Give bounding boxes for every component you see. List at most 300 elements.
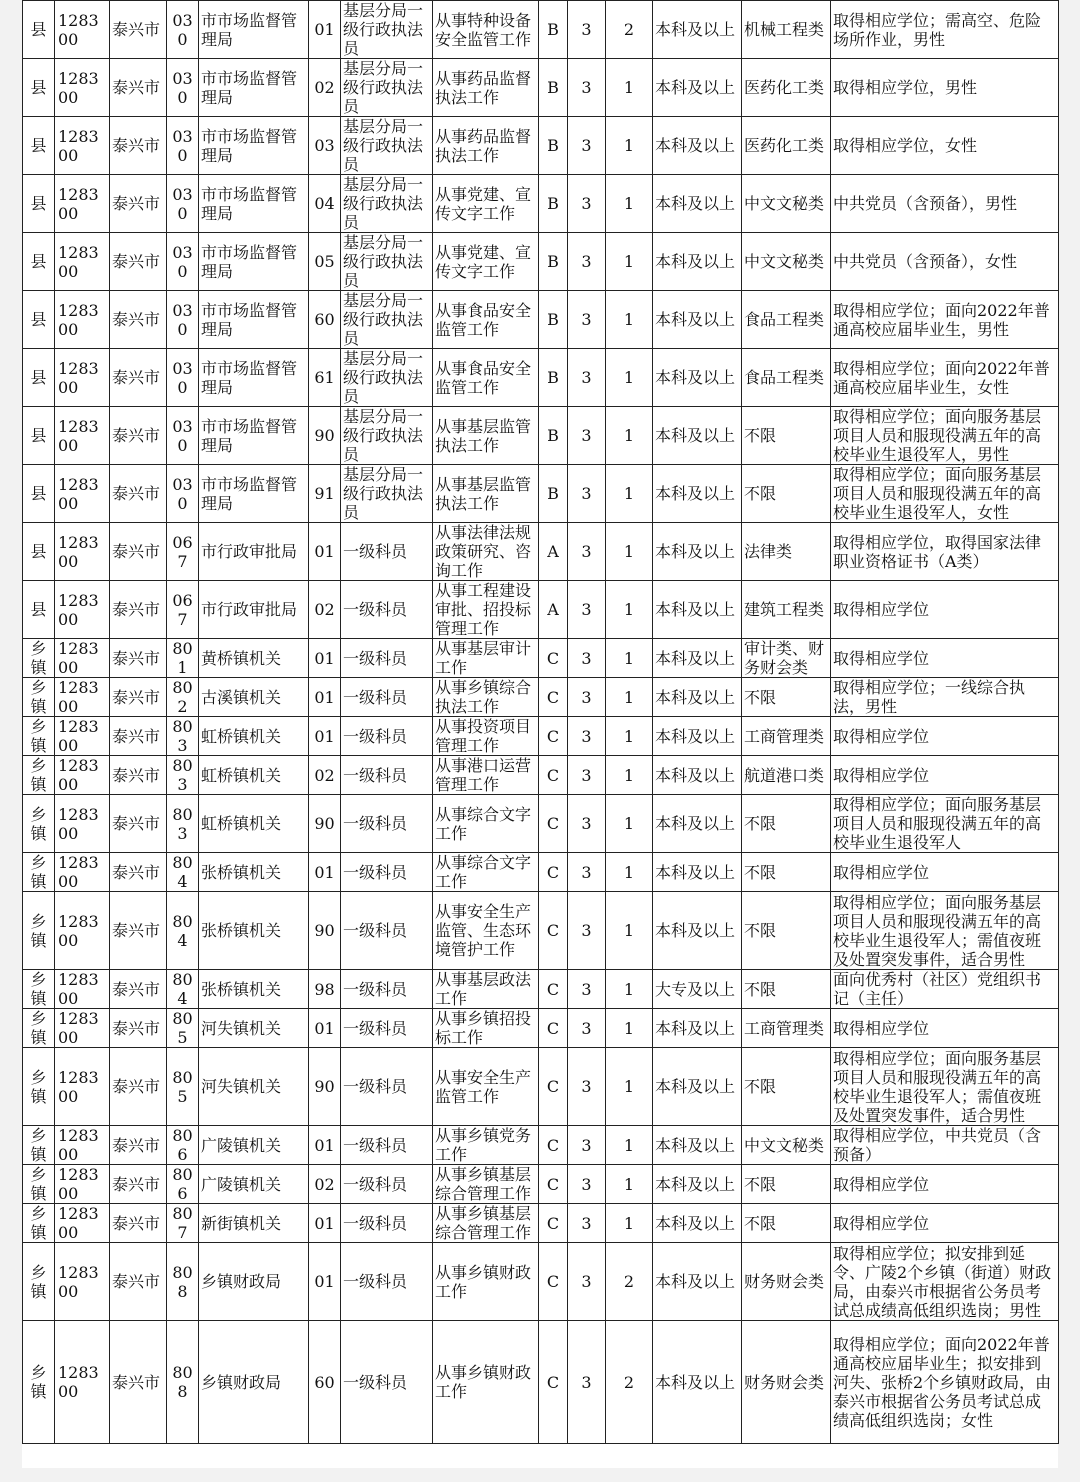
- table-row: [23, 1048, 1059, 1126]
- category-cell: C: [539, 678, 568, 717]
- unit-code-cell: 030: [167, 291, 199, 349]
- education-cell: 本科及以上: [653, 59, 742, 117]
- headcount-cell: 1: [606, 970, 653, 1009]
- level-cell: 乡镇: [23, 795, 55, 853]
- education-cell: 本科及以上: [653, 117, 742, 175]
- unit-name-cell: 新街镇机关: [199, 1204, 309, 1243]
- city-cell: 泰兴市: [110, 349, 167, 407]
- duty-cell: 从事乡镇基层综合管理工作: [433, 1204, 539, 1243]
- level-cell: 乡镇: [23, 1126, 55, 1165]
- duty-cell: 从事食品安全监管工作: [433, 291, 539, 349]
- position-code-cell: 90: [309, 407, 341, 465]
- duty-cell: 从事工程建设审批、招投标管理工作: [433, 581, 539, 639]
- city-cell: 泰兴市: [110, 795, 167, 853]
- unit-name-cell: 河失镇机关: [199, 1048, 309, 1126]
- region-code-cell: 128300: [55, 1009, 110, 1048]
- headcount-cell: 1: [606, 639, 653, 678]
- position-name-cell: 一级科员: [341, 1243, 433, 1321]
- unit-code-cell: 067: [167, 581, 199, 639]
- position-name-cell: 一级科员: [341, 795, 433, 853]
- education-cell: 本科及以上: [653, 523, 742, 581]
- unit-code-cell: 804: [167, 892, 199, 970]
- note-cell: 取得相应学位: [831, 853, 1059, 892]
- note-cell: 取得相应学位: [831, 1009, 1059, 1048]
- level-cell: 县: [23, 175, 55, 233]
- level-cell: 乡镇: [23, 717, 55, 756]
- table-row: [23, 291, 1059, 349]
- education-cell: 本科及以上: [653, 1126, 742, 1165]
- unit-name-cell: 古溪镇机关: [199, 678, 309, 717]
- table-row: [23, 970, 1059, 1009]
- level-cell: 县: [23, 233, 55, 291]
- major-cell: 不限: [742, 1048, 831, 1126]
- unit-name-cell: 市市场监督管理局: [199, 349, 309, 407]
- unit-name-cell: 市市场监督管理局: [199, 233, 309, 291]
- category-cell: C: [539, 1126, 568, 1165]
- unit-code-cell: 803: [167, 795, 199, 853]
- note-cell: 取得相应学位: [831, 756, 1059, 795]
- category-cell: C: [539, 853, 568, 892]
- major-cell: 不限: [742, 407, 831, 465]
- unit-code-cell: 801: [167, 639, 199, 678]
- city-cell: 泰兴市: [110, 892, 167, 970]
- table-body: [23, 1, 1059, 1444]
- category-cell: C: [539, 639, 568, 678]
- major-cell: 不限: [742, 892, 831, 970]
- category-cell: C: [539, 1321, 568, 1444]
- region-code-cell: 128300: [55, 678, 110, 717]
- duty-cell: 从事乡镇党务工作: [433, 1126, 539, 1165]
- education-cell: 本科及以上: [653, 175, 742, 233]
- position-code-cell: 91: [309, 465, 341, 523]
- unit-name-cell: 市市场监督管理局: [199, 59, 309, 117]
- position-name-cell: 一级科员: [341, 1165, 433, 1204]
- note-cell: 取得相应学位；一线综合执法，男性: [831, 678, 1059, 717]
- duty-cell: 从事食品安全监管工作: [433, 349, 539, 407]
- unit-code-cell: 805: [167, 1048, 199, 1126]
- duty-cell: 从事药品监督执法工作: [433, 117, 539, 175]
- unit-code-cell: 030: [167, 1, 199, 59]
- region-code-cell: 128300: [55, 233, 110, 291]
- headcount-cell: 1: [606, 59, 653, 117]
- unit-code-cell: 808: [167, 1321, 199, 1444]
- education-cell: 大专及以上: [653, 970, 742, 1009]
- city-cell: 泰兴市: [110, 59, 167, 117]
- position-code-cell: 01: [309, 1126, 341, 1165]
- table-row: [23, 407, 1059, 465]
- table-row: [23, 853, 1059, 892]
- unit-code-cell: 806: [167, 1165, 199, 1204]
- major-cell: 食品工程类: [742, 291, 831, 349]
- position-code-cell: 01: [309, 1204, 341, 1243]
- position-code-cell: 61: [309, 349, 341, 407]
- level-cell: 乡镇: [23, 1204, 55, 1243]
- city-cell: 泰兴市: [110, 175, 167, 233]
- level-cell: 县: [23, 291, 55, 349]
- unit-name-cell: 虹桥镇机关: [199, 795, 309, 853]
- position-name-cell: 基层分局一级行政执法员: [341, 59, 433, 117]
- ratio-cell: 3: [568, 1048, 606, 1126]
- headcount-cell: 2: [606, 1, 653, 59]
- note-cell: 取得相应学位；面向服务基层项目人员和服现役满五年的高校毕业生退役军人，男性: [831, 407, 1059, 465]
- category-cell: B: [539, 233, 568, 291]
- note-cell: 取得相应学位，中共党员（含预备）: [831, 1126, 1059, 1165]
- education-cell: 本科及以上: [653, 233, 742, 291]
- level-cell: 乡镇: [23, 1165, 55, 1204]
- city-cell: 泰兴市: [110, 1165, 167, 1204]
- major-cell: 工商管理类: [742, 717, 831, 756]
- position-name-cell: 一级科员: [341, 581, 433, 639]
- ratio-cell: 3: [568, 1165, 606, 1204]
- position-code-cell: 01: [309, 853, 341, 892]
- education-cell: 本科及以上: [653, 465, 742, 523]
- headcount-cell: 1: [606, 1204, 653, 1243]
- position-code-cell: 02: [309, 581, 341, 639]
- region-code-cell: 128300: [55, 1048, 110, 1126]
- region-code-cell: 128300: [55, 1, 110, 59]
- headcount-cell: 1: [606, 233, 653, 291]
- category-cell: B: [539, 291, 568, 349]
- headcount-cell: 1: [606, 407, 653, 465]
- ratio-cell: 3: [568, 853, 606, 892]
- unit-name-cell: 市市场监督管理局: [199, 465, 309, 523]
- education-cell: 本科及以上: [653, 892, 742, 970]
- headcount-cell: 1: [606, 1126, 653, 1165]
- note-cell: 取得相应学位；面向服务基层项目人员和服现役满五年的高校毕业生退役军人；需值夜班及处置突发事件，适合男性: [831, 892, 1059, 970]
- category-cell: B: [539, 349, 568, 407]
- city-cell: 泰兴市: [110, 581, 167, 639]
- ratio-cell: 3: [568, 1126, 606, 1165]
- region-code-cell: 128300: [55, 892, 110, 970]
- region-code-cell: 128300: [55, 1243, 110, 1321]
- category-cell: B: [539, 117, 568, 175]
- unit-code-cell: 804: [167, 853, 199, 892]
- education-cell: 本科及以上: [653, 1321, 742, 1444]
- education-cell: 本科及以上: [653, 1048, 742, 1126]
- city-cell: 泰兴市: [110, 756, 167, 795]
- unit-code-cell: 030: [167, 59, 199, 117]
- ratio-cell: 3: [568, 581, 606, 639]
- position-name-cell: 一级科员: [341, 717, 433, 756]
- category-cell: C: [539, 1009, 568, 1048]
- ratio-cell: 3: [568, 175, 606, 233]
- position-name-cell: 基层分局一级行政执法员: [341, 233, 433, 291]
- category-cell: B: [539, 465, 568, 523]
- ratio-cell: 3: [568, 970, 606, 1009]
- city-cell: 泰兴市: [110, 639, 167, 678]
- headcount-cell: 1: [606, 523, 653, 581]
- table-row: [23, 1204, 1059, 1243]
- major-cell: 中文文秘类: [742, 175, 831, 233]
- position-code-cell: 01: [309, 717, 341, 756]
- unit-code-cell: 804: [167, 970, 199, 1009]
- major-cell: 不限: [742, 678, 831, 717]
- city-cell: 泰兴市: [110, 1126, 167, 1165]
- position-code-cell: 01: [309, 678, 341, 717]
- category-cell: C: [539, 892, 568, 970]
- position-name-cell: 一级科员: [341, 1204, 433, 1243]
- note-cell: 取得相应学位；面向2022年普通高校应届毕业生，女性: [831, 349, 1059, 407]
- region-code-cell: 128300: [55, 349, 110, 407]
- headcount-cell: 1: [606, 892, 653, 970]
- position-code-cell: 98: [309, 970, 341, 1009]
- position-code-cell: 03: [309, 117, 341, 175]
- headcount-cell: 1: [606, 756, 653, 795]
- major-cell: 航道港口类: [742, 756, 831, 795]
- level-cell: 县: [23, 117, 55, 175]
- position-code-cell: 01: [309, 1, 341, 59]
- region-code-cell: 128300: [55, 1165, 110, 1204]
- note-cell: 取得相应学位: [831, 639, 1059, 678]
- table-row: [23, 1321, 1059, 1444]
- duty-cell: 从事综合文字工作: [433, 795, 539, 853]
- category-cell: B: [539, 175, 568, 233]
- education-cell: 本科及以上: [653, 581, 742, 639]
- ratio-cell: 3: [568, 117, 606, 175]
- page-margin-bottom: [0, 1468, 1080, 1482]
- table-row: [23, 795, 1059, 853]
- major-cell: 工商管理类: [742, 1009, 831, 1048]
- note-cell: 取得相应学位；面向2022年普通高校应届毕业生；拟安排到河失、张桥2个乡镇财政局，由泰兴市根据省公务员考试总成绩高低组织选岗；女性: [831, 1321, 1059, 1444]
- level-cell: 乡镇: [23, 970, 55, 1009]
- unit-name-cell: 虹桥镇机关: [199, 717, 309, 756]
- note-cell: 取得相应学位: [831, 1204, 1059, 1243]
- duty-cell: 从事基层监管执法工作: [433, 465, 539, 523]
- region-code-cell: 128300: [55, 523, 110, 581]
- major-cell: 机械工程类: [742, 1, 831, 59]
- unit-code-cell: 802: [167, 678, 199, 717]
- note-cell: 取得相应学位，女性: [831, 117, 1059, 175]
- city-cell: 泰兴市: [110, 117, 167, 175]
- note-cell: 取得相应学位: [831, 1165, 1059, 1204]
- duty-cell: 从事投资项目管理工作: [433, 717, 539, 756]
- position-name-cell: 一级科员: [341, 678, 433, 717]
- major-cell: 不限: [742, 853, 831, 892]
- region-code-cell: 128300: [55, 717, 110, 756]
- headcount-cell: 1: [606, 1009, 653, 1048]
- duty-cell: 从事乡镇招投标工作: [433, 1009, 539, 1048]
- unit-name-cell: 黄桥镇机关: [199, 639, 309, 678]
- major-cell: 审计类、财务财会类: [742, 639, 831, 678]
- position-code-cell: 02: [309, 756, 341, 795]
- position-name-cell: 一级科员: [341, 756, 433, 795]
- region-code-cell: 128300: [55, 795, 110, 853]
- education-cell: 本科及以上: [653, 1243, 742, 1321]
- position-name-cell: 一级科员: [341, 523, 433, 581]
- level-cell: 县: [23, 1, 55, 59]
- region-code-cell: 128300: [55, 407, 110, 465]
- category-cell: C: [539, 1204, 568, 1243]
- level-cell: 乡镇: [23, 1048, 55, 1126]
- city-cell: 泰兴市: [110, 465, 167, 523]
- level-cell: 县: [23, 59, 55, 117]
- major-cell: 不限: [742, 465, 831, 523]
- unit-code-cell: 808: [167, 1243, 199, 1321]
- position-code-cell: 04: [309, 175, 341, 233]
- unit-code-cell: 030: [167, 349, 199, 407]
- headcount-cell: 2: [606, 1243, 653, 1321]
- headcount-cell: 1: [606, 795, 653, 853]
- note-cell: 取得相应学位；面向服务基层项目人员和服现役满五年的高校毕业生退役军人: [831, 795, 1059, 853]
- education-cell: 本科及以上: [653, 795, 742, 853]
- position-name-cell: 一级科员: [341, 970, 433, 1009]
- table-row: [23, 349, 1059, 407]
- position-code-cell: 01: [309, 523, 341, 581]
- level-cell: 乡镇: [23, 756, 55, 795]
- ratio-cell: 3: [568, 1009, 606, 1048]
- ratio-cell: 3: [568, 892, 606, 970]
- city-cell: 泰兴市: [110, 1009, 167, 1048]
- note-cell: 取得相应学位，取得国家法律职业资格证书（A类）: [831, 523, 1059, 581]
- major-cell: 医药化工类: [742, 59, 831, 117]
- ratio-cell: 3: [568, 717, 606, 756]
- unit-code-cell: 030: [167, 175, 199, 233]
- note-cell: 取得相应学位；面向服务基层项目人员和服现役满五年的高校毕业生退役军人；需值夜班及处置突发事件，适合男性: [831, 1048, 1059, 1126]
- category-cell: A: [539, 581, 568, 639]
- position-code-cell: 01: [309, 639, 341, 678]
- unit-name-cell: 虹桥镇机关: [199, 756, 309, 795]
- category-cell: C: [539, 795, 568, 853]
- region-code-cell: 128300: [55, 639, 110, 678]
- position-name-cell: 一级科员: [341, 639, 433, 678]
- headcount-cell: 1: [606, 581, 653, 639]
- duty-cell: 从事乡镇财政工作: [433, 1243, 539, 1321]
- major-cell: 中文文秘类: [742, 1126, 831, 1165]
- table-row: [23, 1126, 1059, 1165]
- education-cell: 本科及以上: [653, 1165, 742, 1204]
- unit-name-cell: 市市场监督管理局: [199, 1, 309, 59]
- city-cell: 泰兴市: [110, 1321, 167, 1444]
- unit-name-cell: 乡镇财政局: [199, 1243, 309, 1321]
- unit-name-cell: 乡镇财政局: [199, 1321, 309, 1444]
- ratio-cell: 3: [568, 291, 606, 349]
- position-name-cell: 一级科员: [341, 892, 433, 970]
- unit-name-cell: 广陵镇机关: [199, 1126, 309, 1165]
- major-cell: 建筑工程类: [742, 581, 831, 639]
- category-cell: C: [539, 970, 568, 1009]
- category-cell: B: [539, 1, 568, 59]
- city-cell: 泰兴市: [110, 1048, 167, 1126]
- position-code-cell: 90: [309, 795, 341, 853]
- city-cell: 泰兴市: [110, 407, 167, 465]
- unit-code-cell: 030: [167, 117, 199, 175]
- table-row: [23, 581, 1059, 639]
- position-name-cell: 基层分局一级行政执法员: [341, 407, 433, 465]
- region-code-cell: 128300: [55, 1126, 110, 1165]
- table-row: [23, 678, 1059, 717]
- table-row: [23, 59, 1059, 117]
- duty-cell: 从事基层监管执法工作: [433, 407, 539, 465]
- position-name-cell: 基层分局一级行政执法员: [341, 175, 433, 233]
- position-name-cell: 基层分局一级行政执法员: [341, 117, 433, 175]
- ratio-cell: 3: [568, 1243, 606, 1321]
- major-cell: 不限: [742, 1204, 831, 1243]
- duty-cell: 从事安全生产监管、生态环境管护工作: [433, 892, 539, 970]
- headcount-cell: 2: [606, 1321, 653, 1444]
- city-cell: 泰兴市: [110, 970, 167, 1009]
- note-cell: 取得相应学位；面向服务基层项目人员和服现役满五年的高校毕业生退役军人，女性: [831, 465, 1059, 523]
- ratio-cell: 3: [568, 1204, 606, 1243]
- unit-code-cell: 805: [167, 1009, 199, 1048]
- ratio-cell: 3: [568, 639, 606, 678]
- city-cell: 泰兴市: [110, 853, 167, 892]
- category-cell: C: [539, 1243, 568, 1321]
- headcount-cell: 1: [606, 117, 653, 175]
- page-margin-left: [0, 0, 22, 1482]
- duty-cell: 从事法律法规政策研究、咨询工作: [433, 523, 539, 581]
- level-cell: 乡镇: [23, 639, 55, 678]
- category-cell: B: [539, 407, 568, 465]
- ratio-cell: 3: [568, 465, 606, 523]
- table-row: [23, 233, 1059, 291]
- category-cell: C: [539, 756, 568, 795]
- note-cell: 取得相应学位；面向2022年普通高校应届毕业生，男性: [831, 291, 1059, 349]
- headcount-cell: 1: [606, 175, 653, 233]
- city-cell: 泰兴市: [110, 1, 167, 59]
- unit-name-cell: 市市场监督管理局: [199, 407, 309, 465]
- table-row: [23, 1009, 1059, 1048]
- duty-cell: 从事港口运营管理工作: [433, 756, 539, 795]
- region-code-cell: 128300: [55, 465, 110, 523]
- position-name-cell: 一级科员: [341, 1126, 433, 1165]
- education-cell: 本科及以上: [653, 291, 742, 349]
- city-cell: 泰兴市: [110, 1204, 167, 1243]
- ratio-cell: 3: [568, 678, 606, 717]
- headcount-cell: 1: [606, 853, 653, 892]
- city-cell: 泰兴市: [110, 717, 167, 756]
- position-name-cell: 基层分局一级行政执法员: [341, 465, 433, 523]
- region-code-cell: 128300: [55, 59, 110, 117]
- category-cell: B: [539, 59, 568, 117]
- level-cell: 县: [23, 349, 55, 407]
- duty-cell: 从事综合文字工作: [433, 853, 539, 892]
- unit-code-cell: 806: [167, 1126, 199, 1165]
- level-cell: 乡镇: [23, 1009, 55, 1048]
- level-cell: 乡镇: [23, 1243, 55, 1321]
- major-cell: 不限: [742, 795, 831, 853]
- position-code-cell: 60: [309, 291, 341, 349]
- unit-name-cell: 张桥镇机关: [199, 892, 309, 970]
- major-cell: 食品工程类: [742, 349, 831, 407]
- headcount-cell: 1: [606, 717, 653, 756]
- headcount-cell: 1: [606, 291, 653, 349]
- unit-code-cell: 030: [167, 407, 199, 465]
- table-row: [23, 1, 1059, 59]
- education-cell: 本科及以上: [653, 639, 742, 678]
- category-cell: A: [539, 523, 568, 581]
- major-cell: 财务财会类: [742, 1243, 831, 1321]
- table-row: [23, 465, 1059, 523]
- position-code-cell: 02: [309, 1165, 341, 1204]
- headcount-cell: 1: [606, 1165, 653, 1204]
- headcount-cell: 1: [606, 349, 653, 407]
- ratio-cell: 3: [568, 1, 606, 59]
- region-code-cell: 128300: [55, 581, 110, 639]
- note-cell: 取得相应学位；需高空、危险场所作业，男性: [831, 1, 1059, 59]
- ratio-cell: 3: [568, 1321, 606, 1444]
- position-code-cell: 01: [309, 1009, 341, 1048]
- city-cell: 泰兴市: [110, 233, 167, 291]
- major-cell: 医药化工类: [742, 117, 831, 175]
- education-cell: 本科及以上: [653, 717, 742, 756]
- major-cell: 不限: [742, 970, 831, 1009]
- unit-code-cell: 030: [167, 233, 199, 291]
- level-cell: 乡镇: [23, 892, 55, 970]
- recruitment-table: [22, 0, 1059, 1444]
- note-cell: 取得相应学位；拟安排到延令、广陵2个乡镇（街道）财政局，由泰兴市根据省公务员考试总成绩高低组织选岗；男性: [831, 1243, 1059, 1321]
- table-row: [23, 639, 1059, 678]
- level-cell: 乡镇: [23, 1321, 55, 1444]
